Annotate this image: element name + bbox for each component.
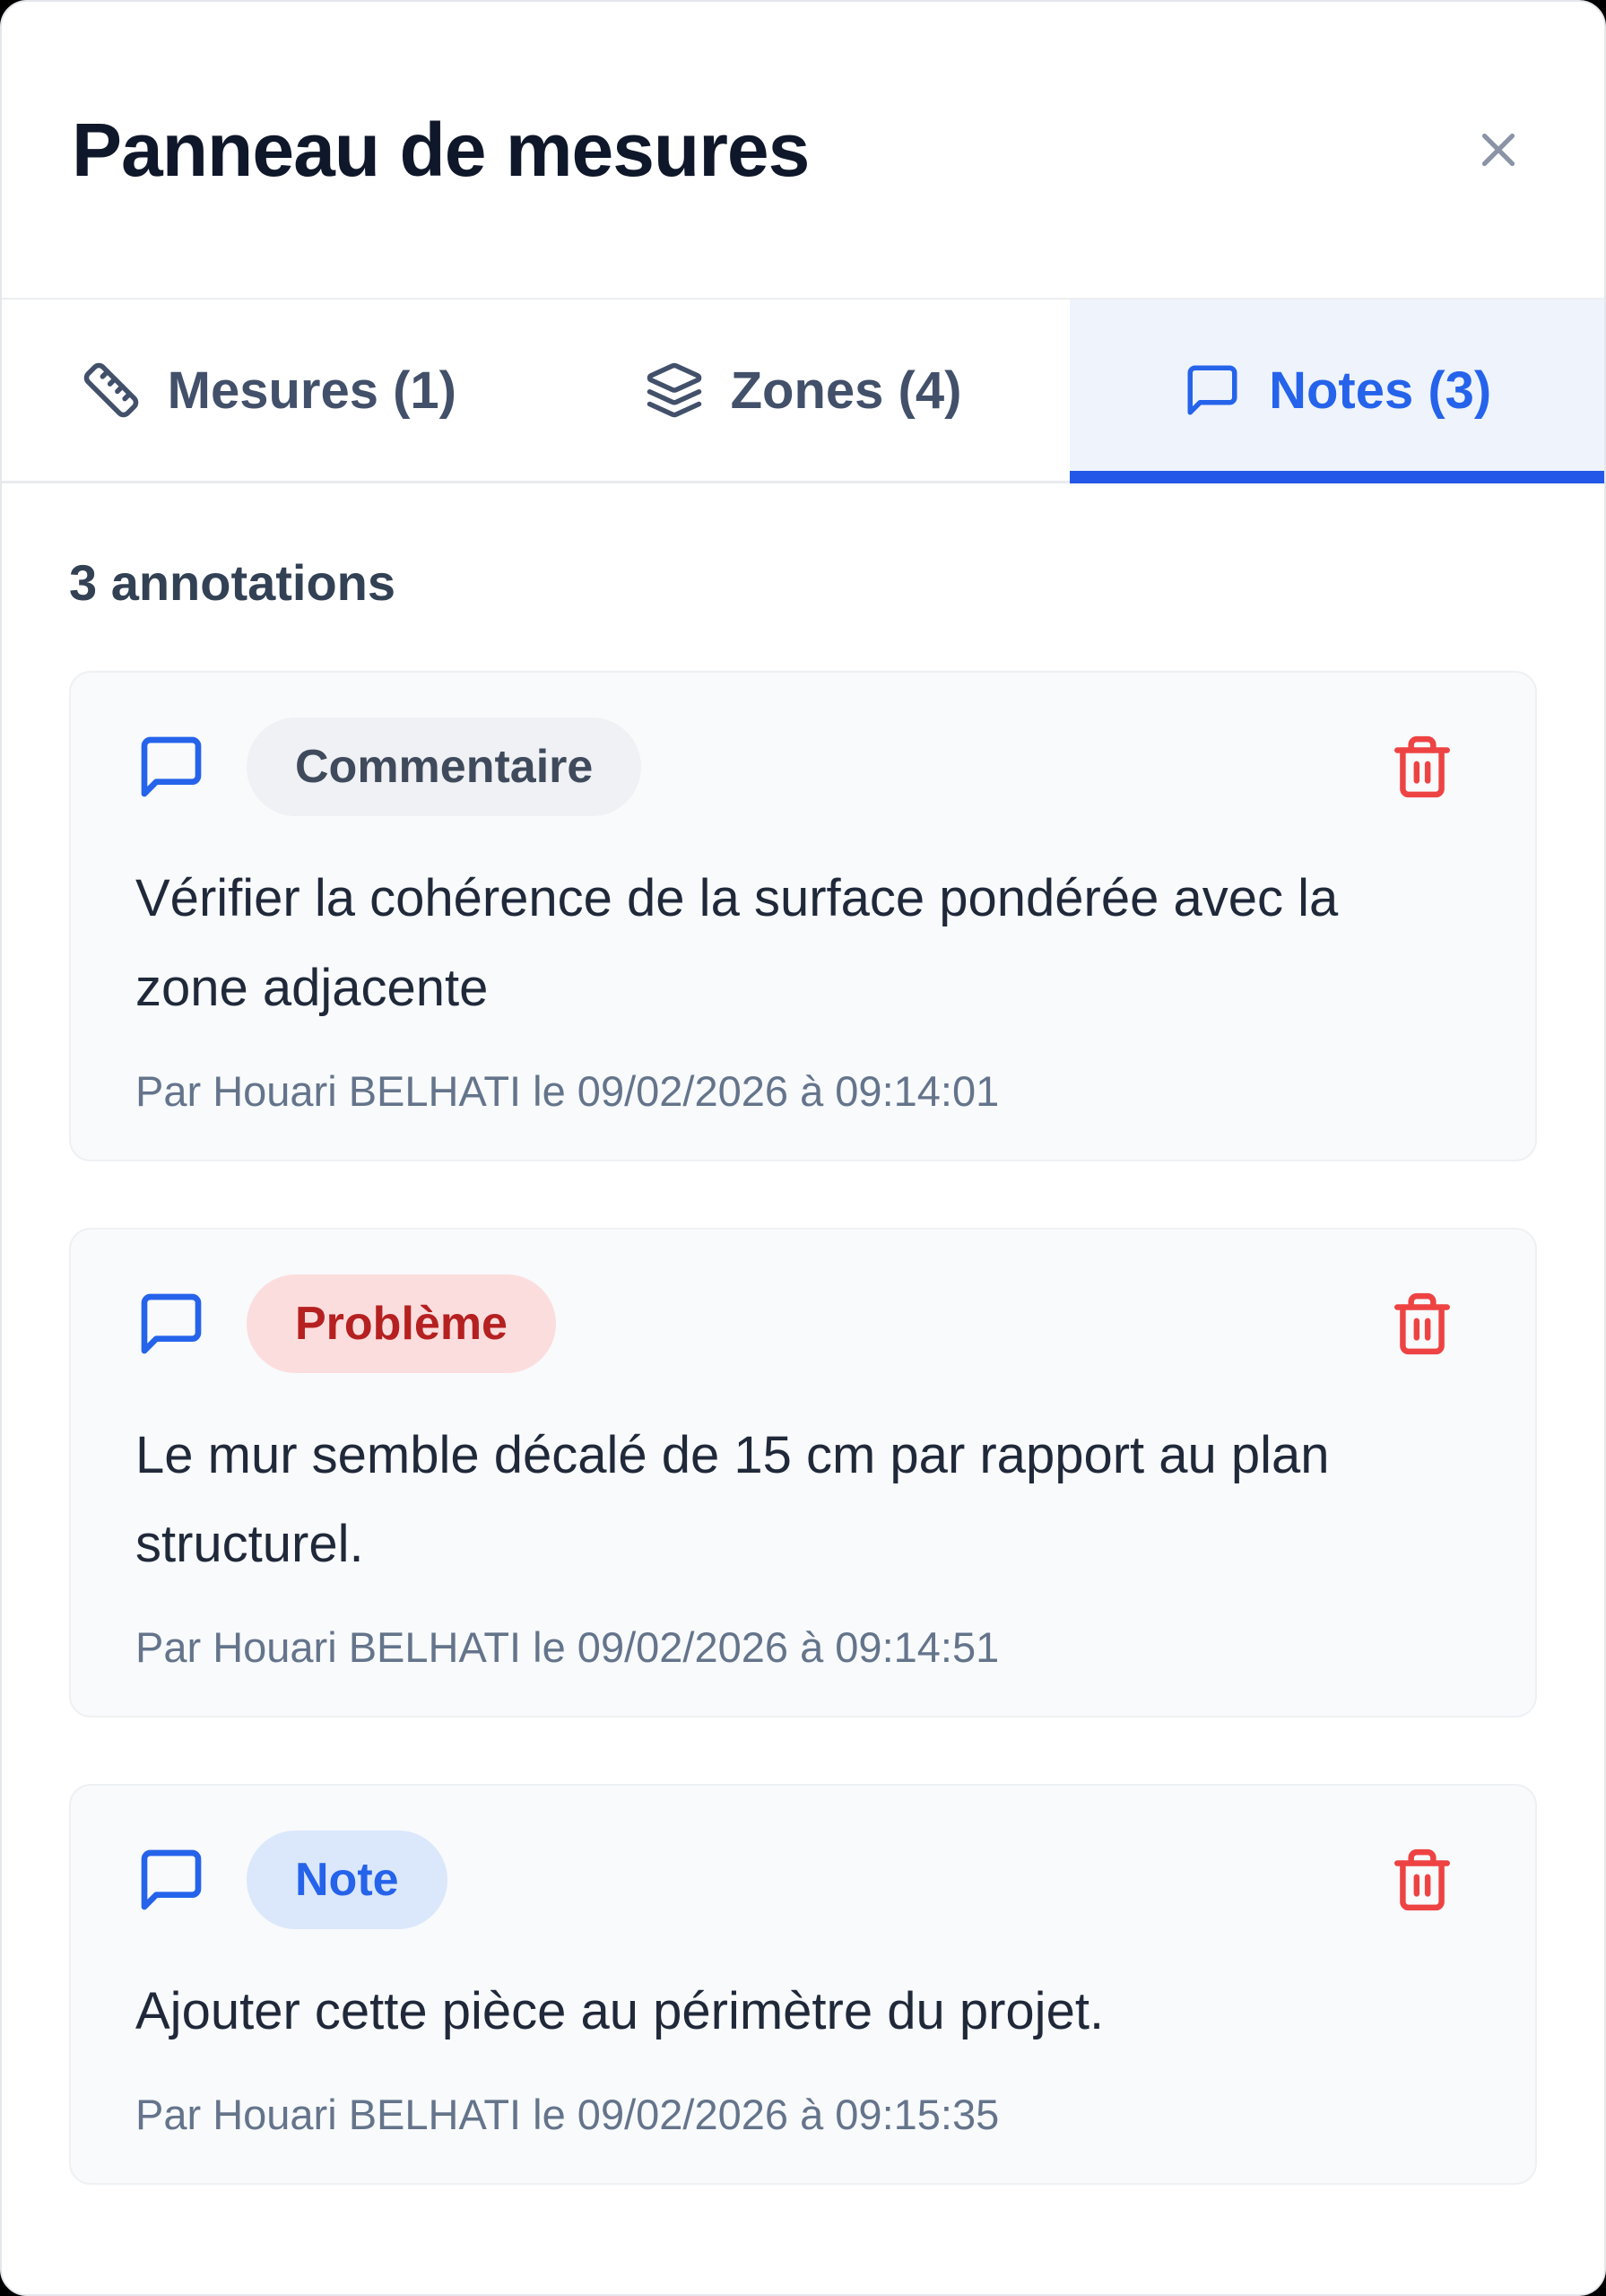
tab-label: Zones (4) [730, 361, 962, 420]
delete-note-button[interactable] [1386, 1844, 1458, 1916]
panel-title: Panneau de mesures [72, 107, 810, 192]
trash-icon [1389, 734, 1455, 800]
note-type-badge: Commentaire [247, 718, 641, 816]
delete-note-button[interactable] [1386, 731, 1458, 803]
tab-label: Mesures (1) [167, 361, 456, 420]
annotations-count: 3 annotations [69, 554, 396, 611]
note-card[interactable] [69, 1784, 1537, 2185]
note-meta: Par Houari BELHATI le 09/02/2026 à 09:14:51 [135, 1623, 1000, 1672]
note-card[interactable] [69, 1228, 1537, 1718]
close-button[interactable] [1464, 116, 1532, 184]
panel-header [2, 2, 1604, 298]
trash-icon [1389, 1847, 1455, 1913]
tab-zones[interactable] [536, 300, 1071, 481]
layers-icon [645, 361, 704, 420]
tab-mesures[interactable] [2, 300, 536, 481]
tab-notes[interactable] [1070, 300, 1604, 481]
note-card-header [135, 718, 1458, 816]
chat-bubble-icon [135, 731, 207, 803]
note-meta: Par Houari BELHATI le 09/02/2026 à 09:15:35 [135, 2090, 1000, 2138]
chat-bubble-icon [135, 1288, 207, 1360]
note-card-header [135, 1274, 1458, 1373]
note-meta: Par Houari BELHATI le 09/02/2026 à 09:14:01 [135, 1066, 1000, 1115]
trash-icon [1389, 1291, 1455, 1357]
notes-tab-content [2, 483, 1604, 2294]
chat-bubble-icon [135, 1844, 207, 1916]
chat-bubble-icon [1183, 361, 1242, 420]
close-icon [1471, 122, 1526, 178]
note-text: Ajouter cette pièce au périmètre du projet. [135, 1982, 1105, 2041]
note-type-badge: Note [247, 1831, 447, 1929]
note-card-header [135, 1831, 1458, 1929]
note-card[interactable] [69, 671, 1537, 1161]
tab-label: Notes (3) [1269, 361, 1492, 420]
tab-bar [2, 298, 1604, 483]
ruler-icon [82, 361, 141, 420]
note-type-badge: Problème [247, 1274, 556, 1373]
note-text: Vérifier la cohérence de la surface pondérée avec la zone adjacente [135, 869, 1339, 1017]
delete-note-button[interactable] [1386, 1288, 1458, 1360]
note-text: Le mur semble décalé de 15 cm par rapport au plan structurel. [135, 1425, 1330, 1574]
